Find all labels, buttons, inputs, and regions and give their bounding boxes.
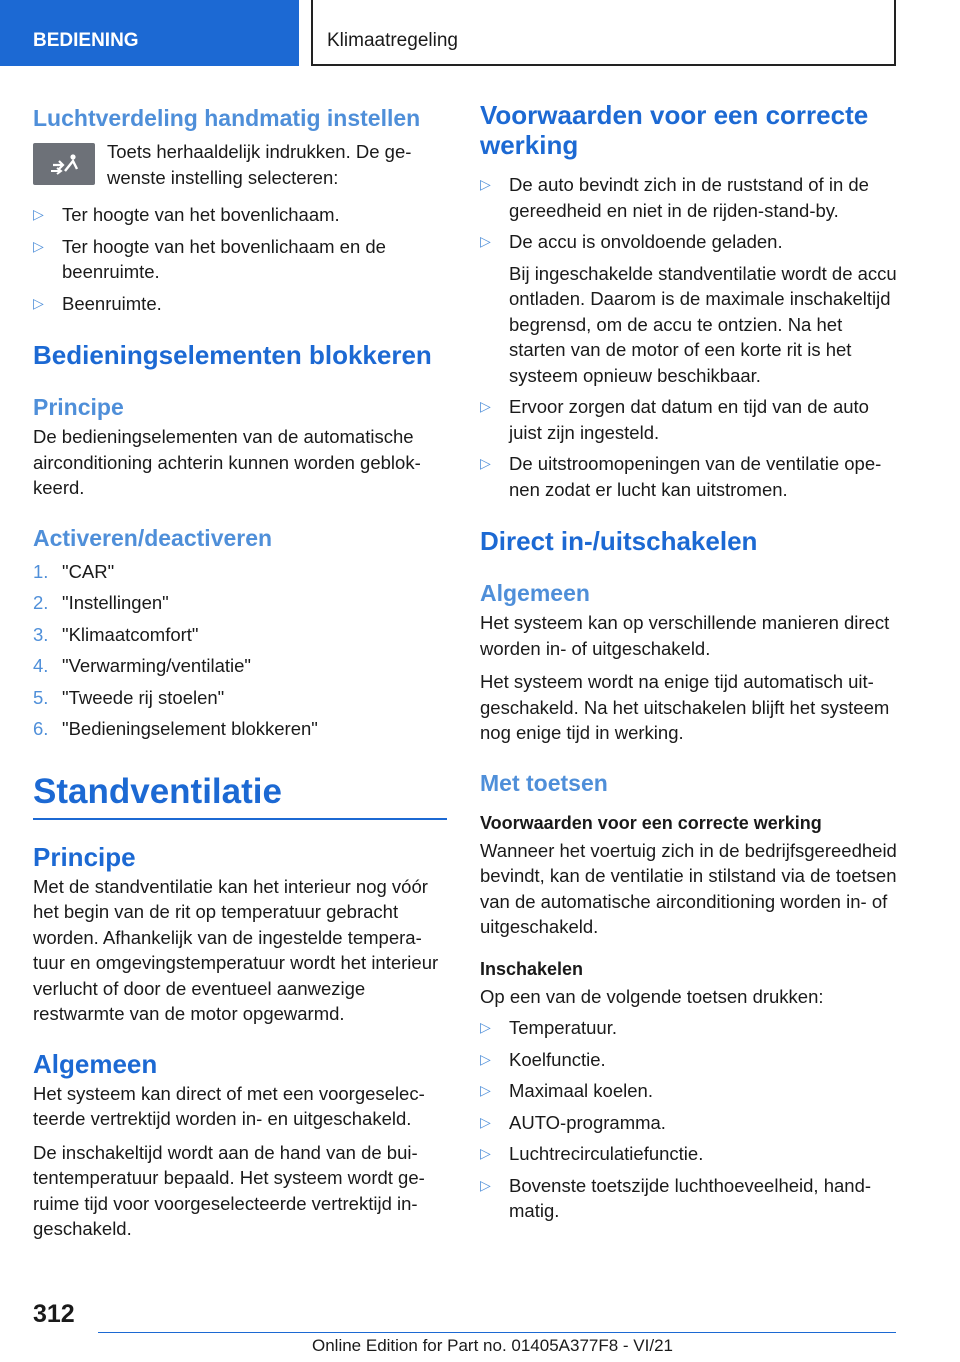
triangle-bullet-icon: ▷ [480,233,491,249]
toetsen-heading: Met toetsen [480,769,608,796]
section-label: BEDIENING [0,0,299,66]
block-heading: Bedieningselementen blokkeren [33,340,432,370]
algemeen-r-heading: Algemeen [480,580,590,606]
voorw2-heading: Voorwaarden voor een correcte werking [480,812,822,833]
list-item: 4. "Verwarming/ventilatie" [33,655,251,676]
triangle-bullet-icon: ▷ [33,237,44,254]
stand-heading: Standventilatie [33,771,282,811]
list-item: ▷ De uitstroomopeningen van de ventilatie openen zodat er lucht kan uitstromen. [480,453,882,500]
direct-heading: Direct in-/uitschakelen [480,526,758,556]
algemeen-r-text-1: Het systeem kan op verschillende manieren direct worden in- of uitgeschakeld. [480,612,890,659]
heading-rule [33,818,447,820]
lucht-list [33,202,447,316]
lucht-icon-row [33,139,447,190]
list-item: 3. "Klimaatcomfort" [33,623,199,645]
triangle-bullet-icon: ▷ [480,1019,491,1035]
list-item: ▷ Maximaal koelen. [480,1078,900,1104]
voorw2-text: Wanneer het voertuig zich in de bedrijfsgereedheid bevindt, kan de ventilatie in stilstand via de toetsen van de automatische airconditioning worden in- of uitgeschakeld. [480,839,897,937]
principe2-heading: Principe [33,841,136,872]
triangle-bullet-icon: ▷ [480,398,491,414]
list-item: ▷ Beenruimte. [33,291,447,317]
principe-text: De bedieningselementen van de automatische airconditioning achterin kunnen worden geblokkeerd. [33,426,421,498]
lucht-heading: Luchtverdeling handmatig instellen [33,105,421,131]
left-column [33,100,447,1242]
algemeen-r-text-2: Het systeem wordt na enige tijd automatisch uitgeschakeld. Na het uitschakelen blijft het systeem nog enige tijd in werking. [480,671,890,743]
list-item: ▷ Ter hoogte van het bovenlichaam. [33,202,447,228]
triangle-bullet-icon: ▷ [33,206,44,222]
list-item: ▷ Temperatuur. [480,1015,900,1041]
footer-rule [98,1332,896,1333]
airflow-distribution-icon [33,143,95,185]
triangle-bullet-icon: ▷ [480,176,491,192]
triangle-bullet-icon: ▷ [33,294,44,311]
list-item: ▷ Koelfunctie. [480,1047,900,1073]
insch-heading: Inschakelen [480,958,584,979]
algemeen-text-2: De inschakeltijd wordt aan de hand van de buitentemperatuur bepaald. Het systeem wordt geruime tijd voor voorgeselecteerde vertrektijd ingeschakeld. [33,1141,425,1239]
principe-heading: Principe [33,394,124,420]
triangle-bullet-icon: ▷ [480,1176,491,1193]
chapter-label: Klimaatregeling [311,0,896,66]
list-item: 5. "Tweede rij stoelen" [33,686,225,708]
algemeen-heading: Algemeen [33,1048,158,1079]
edition-footer: Online Edition for Part no. 01405A377F8 - VI/21 [312,1336,674,1355]
list-item: 1. "CAR" [33,560,115,582]
page-number: 312 [33,1300,75,1328]
list-item: ▷ De accu is onvoldoende geladen. Bij ingeschakelde standventilatie wordt de accu ontladen. Daarom is de maximale inschakeltijd begrensd, om de accu te ontzien. Na het starten van de motor of een korte rit is het systeem opnieuw beschikbaar. [480,231,897,386]
algemeen-text-1: Het systeem kan direct of met een voorgeselecteerde vertrektijd worden in- en uitgeschakeld. [33,1082,425,1129]
list-item: ▷ AUTO-programma. [480,1110,900,1136]
triangle-bullet-icon: ▷ [480,1050,491,1067]
triangle-bullet-icon: ▷ [480,455,491,471]
list-item: 6. "Bedieningselement blokkeren" [33,718,318,739]
list-item: ▷ Luchtrecirculatiefunctie. [480,1141,900,1167]
page-header [0,0,960,66]
list-item: ▷ Ter hoogte van het bovenlichaam en de beenruimte. [33,235,386,282]
triangle-bullet-icon: ▷ [480,1082,491,1098]
right-column [480,100,900,1224]
list-item: ▷ Ervoor zorgen dat datum en tijd van de auto juist zijn ingesteld. [480,396,869,443]
voorw-heading: Voorwaarden voor een correcte werking [480,100,869,160]
list-item: ▷ De auto bevindt zich in de ruststand of in de gereedheid en niet in de rijden-stand-by. [480,174,869,221]
principe2-text: Met de standventilatie kan het interieur nog vóór het begin van de rit op temperatuur gebracht worden. Afhankelijk van de ingestelde temperatuur en omgevingstemperatuur wordt het interieur verlucht of door de eventueel aanwezige restwarmte van de motor opgewarmd. [33,875,439,1024]
insch-list [480,1015,900,1224]
list-item: 2. "Instellingen" [33,592,169,613]
activeren-heading: Activeren/deactiveren [33,524,273,551]
list-item: ▷ Bovenste toetszijde luchthoeveelheid, handmatig. [480,1174,872,1221]
steps-list [33,559,447,742]
lucht-intro: Toets herhaaldelijk indrukken. De gewenste instelling selecteren: [107,141,412,188]
voorw-list [480,172,900,502]
triangle-bullet-icon: ▷ [480,1145,491,1161]
insch-text: Op een van de volgende toetsen drukken: [480,985,824,1007]
triangle-bullet-icon: ▷ [480,1113,491,1130]
